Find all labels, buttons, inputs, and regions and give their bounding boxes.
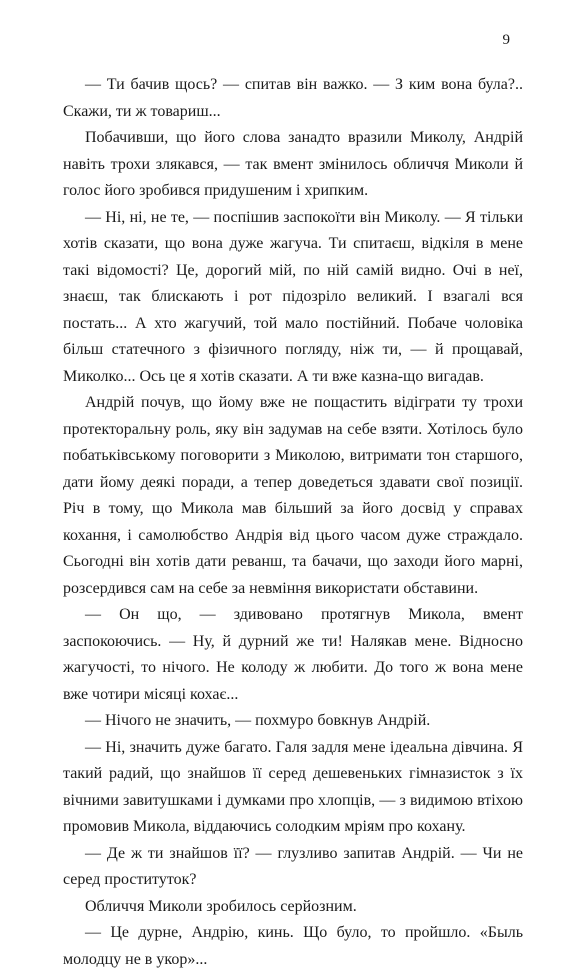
paragraph: — Ти бачив щось? — спитав він важко. — З ким вона була?.. Скажи, ти ж товариш... xyxy=(63,76,523,120)
paragraph: Побачивши, що його слова занадто вразили Миколу, Андрій навіть трохи злякався, — так вмент змінилось обличчя Миколи й голос його зробився придушеним і хрипким. xyxy=(63,129,523,199)
paragraph: Андрій почув, що йому вже не пощастить відіграти ту трохи протекторальну роль, яку він задумав на себе взяти. Хотілось було побатьківському поговорити з Миколою, витримати тон старшого, дати йому деякі поради, а тепер доведеться здавати свої позиції. Річ в тому, що Микола мав більший за його досвід у справах кохання, і самолюбство Андрія від цього часом дуже страждало. Сьогодні він хотів дати реванш, та бачачи, що заходи його марні, розсердився сам на себе за невміння використати обставини. xyxy=(63,394,523,597)
paragraph: — Ні, значить дуже багато. Галя задля мене ідеальна дівчина. Я такий радий, що знайшов її серед дешевеньких гімназисток з їх вічними завитушками і думками про хлопців, — з видимою втіхою промовив Микола, віддаючись солодким мріям про кохану. xyxy=(63,738,523,835)
page-number: 9 xyxy=(502,32,510,48)
paragraph: — Ні, ні, не те, — поспішив заспокоїти він Миколу. — Я тільки хотів сказати, що вона дуже жагуча. Ти спитаєш, відкіля в мене такі відомості? Це, дорогий мій, по ній самій видно. Очі в неї, знаєш, так блискають і рот підозріло великий. І взагалі вся постать... А хто жагучий, той мало постійний. Побаче чоловіка більш статечного з фізичного погляду, ніж ти, — й прощавай, Миколко... Ось це я хотів сказати. А ти вже казна-що вигадав. xyxy=(63,208,523,385)
paragraph: — Нічого не значить, — похмуро бовкнув Андрій. xyxy=(85,712,431,729)
body-text xyxy=(63,72,523,973)
paragraph: — Он що, — здивовано протягнув Микола, вмент заспокоючись. — Ну, й дурний же ти! Налякав мене. Відносно жагучості, то нічого. Не колоду ж любити. До того ж вона мене вже чотири місяці кохає... xyxy=(63,606,523,703)
paragraph: Обличчя Миколи зробилось серйозним. xyxy=(85,897,357,915)
paragraph: — Це дурне, Андрію, кинь. Що було, то пройшло. «Быль молодцу не в укор»... xyxy=(63,924,523,968)
paragraph: — Де ж ти знайшов її? — глузливо запитав Андрій. — Чи не серед проституток? xyxy=(63,844,523,888)
